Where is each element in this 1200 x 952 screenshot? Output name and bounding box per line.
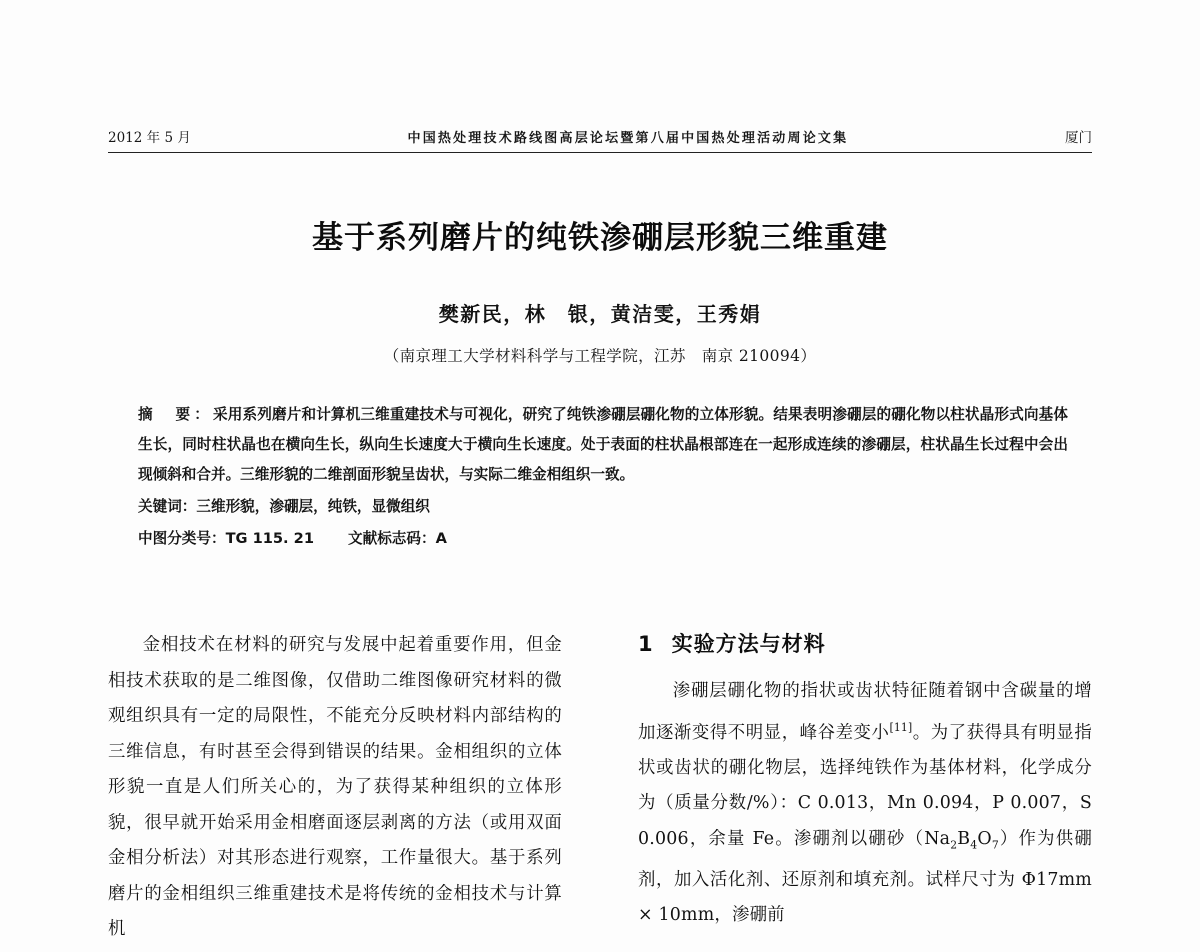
- formula-element-o: O: [977, 828, 992, 849]
- formula-subscript-1: 2: [950, 838, 958, 852]
- right-paragraph-part-b: 。为了获得具有明显指状或齿状的硼化物层，选择纯铁作为基体材料，化学成分为（质量分数/%）：C 0.013，Mn 0.094，P 0.007，S 0.006，余量 Fe。渗硼剂以硼砂（Na: [638, 722, 1092, 849]
- formula-subscript-3: 7: [991, 838, 999, 852]
- affiliation: （南京理工大学材料科学与工程学院，江苏 南京 210094）: [383, 347, 817, 365]
- right-paragraph-part-a: 渗硼层硼化物的指状或齿状特征随着钢中含碳量的增加逐渐变得不明显，峰谷差变小: [638, 681, 1092, 743]
- clc-value: TG 115. 21: [225, 530, 314, 547]
- citation-reference: [11]: [889, 720, 913, 734]
- document-code-label: 文献标志码：: [348, 530, 436, 547]
- formula-element-b: B: [957, 828, 971, 849]
- running-head: [108, 126, 1092, 146]
- abstract-label: 摘 要：: [138, 406, 213, 423]
- page-title: 基于系列磨片的纯铁渗硼层形貌三维重建: [312, 220, 888, 256]
- section-heading-1: [638, 628, 1092, 658]
- document-code-value: A: [435, 530, 447, 547]
- running-head-date: 2012 年 5 月: [108, 130, 191, 146]
- left-column-paragraph-1: 金相技术在材料的研究与发展中起着重要作用，但金相技术获取的是二维图像，仅借助二维图像研究材料的微观组织具有一定的局限性，不能充分反映材料内部结构的三维信息，有时甚至会得到错误的结果。金相组织的立体形貌一直是人们所关心的，为了获得某种组织的立体形貌，很早就开始采用金相磨面逐层剥离的方法（或用双面金相分析法）对其形态进行观察，工作量很大。基于系列磨片的金相组织三维重建技术是将传统的金相技术与计算机: [108, 635, 562, 939]
- running-head-conference: 中国热处理技术路线图高层论坛暨第八届中国热处理活动周论文集: [407, 131, 849, 146]
- right-paragraph-part-e: ）作为供硼剂，加入活化剂、还原剂和填充剂。试样尺寸为 Φ17mm × 10mm，渗硼前: [638, 828, 1092, 926]
- abstract-paragraph: [138, 400, 1068, 490]
- author-list: 樊新民，林 银，黄洁雯，王秀娟: [438, 302, 762, 326]
- running-head-place: 厦门: [1064, 130, 1092, 146]
- section-number: 1: [638, 632, 654, 656]
- header-rule: [108, 152, 1092, 153]
- abstract-block: [138, 400, 1068, 554]
- section-title: 实验方法与材料: [671, 632, 826, 656]
- keywords-label: 关键词：: [138, 498, 197, 515]
- right-column: [638, 628, 1092, 952]
- keywords-line: [138, 492, 1068, 522]
- clc-label: 中图分类号：: [138, 530, 226, 547]
- body-columns: [108, 628, 1092, 952]
- left-column: [108, 628, 562, 952]
- formula-subscript-2: 4: [970, 838, 978, 852]
- right-column-paragraph-1: [638, 674, 1092, 934]
- keywords-text: 三维形貌，渗硼层，纯铁，显微组织: [196, 498, 430, 515]
- classification-line: [138, 524, 1068, 554]
- abstract-text: 采用系列磨片和计算机三维重建技术与可视化，研究了纯铁渗硼层硼化物的立体形貌。结果表明渗硼层的硼化物以柱状晶形式向基体生长，同时柱状晶也在横向生长，纵向生长速度大于横向生长速度。处于表面的柱状晶根部连在一起形成连续的渗硼层，柱状晶生长过程中会出现倾斜和合并。三维形貌的二维剖面形貌呈齿状，与实际二维金相组织一致。: [138, 406, 1068, 483]
